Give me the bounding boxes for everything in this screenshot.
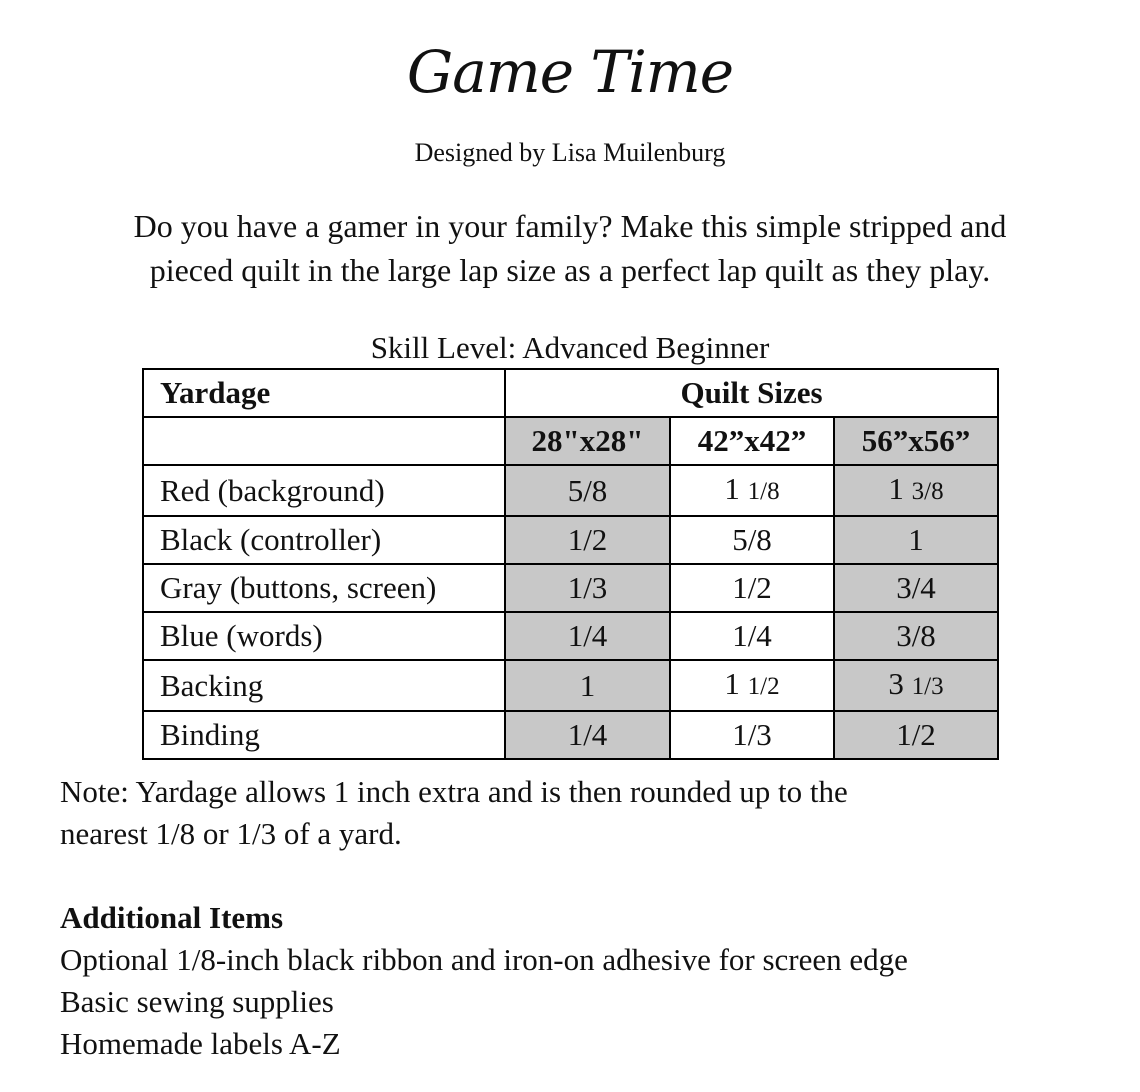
table-row xyxy=(143,612,998,660)
pattern-title: Game Time xyxy=(406,38,734,106)
list-item: Homemade labels A-Z xyxy=(60,1026,341,1061)
skill-level: Skill Level: Advanced Beginner xyxy=(370,330,770,365)
yardage-value xyxy=(505,612,670,660)
fraction-yards: 5/8 xyxy=(732,522,772,557)
list-item: Optional 1/8-inch black ribbon and iron-on adhesive for screen edge xyxy=(60,942,908,977)
fabric-label: Blue (words) xyxy=(143,612,505,660)
yardage-value xyxy=(834,711,998,759)
yardage-value xyxy=(505,465,670,516)
table-row xyxy=(143,465,998,516)
fraction-yards: 1/3 xyxy=(567,570,608,605)
yardage-note xyxy=(60,771,1110,855)
yardage-header: Yardage xyxy=(143,369,505,417)
fraction-yards: 1/3 xyxy=(732,717,772,752)
yardage-value xyxy=(834,465,998,516)
fraction-yards: 1/3 xyxy=(911,673,944,700)
table-row xyxy=(143,660,998,711)
yardage-value xyxy=(505,516,670,564)
additional-items-heading: Additional Items xyxy=(60,900,284,935)
table-row xyxy=(143,711,998,759)
yardage-value xyxy=(670,564,834,612)
fraction-yards: 1/4 xyxy=(732,618,772,653)
fabric-label: Gray (buttons, screen) xyxy=(143,564,505,612)
yardage-value xyxy=(834,660,998,711)
fraction-yards: 3/8 xyxy=(911,478,944,505)
size-header: 28"x28" xyxy=(505,417,670,465)
yardage-value xyxy=(834,564,998,612)
whole-yards: 1 xyxy=(888,471,912,506)
empty-cell xyxy=(143,417,505,465)
table-row xyxy=(143,564,998,612)
intro-paragraph xyxy=(50,204,1090,292)
fraction-yards: 1/8 xyxy=(747,478,780,505)
size-header: 42”x42” xyxy=(670,417,834,465)
sizes-row xyxy=(143,417,998,465)
whole-yards: 1 xyxy=(579,667,596,703)
yardage-table xyxy=(142,368,999,760)
fabric-label: Binding xyxy=(143,711,505,759)
note-line: nearest 1/8 or 1/3 of a yard. xyxy=(60,816,402,851)
yardage-value xyxy=(834,612,998,660)
additional-items xyxy=(60,897,1120,1065)
note-line: Note: Yardage allows 1 inch extra and is then rounded up to the xyxy=(60,774,848,809)
list-item: Basic sewing supplies xyxy=(60,984,334,1019)
yardage-rows xyxy=(143,465,998,759)
yardage-value xyxy=(505,711,670,759)
table-row xyxy=(143,516,998,564)
yardage-value xyxy=(670,711,834,759)
fraction-yards: 3/4 xyxy=(896,570,936,605)
fraction-yards: 1/4 xyxy=(567,618,608,653)
quilt-sizes-header: Quilt Sizes xyxy=(505,369,998,417)
size-header: 56”x56” xyxy=(834,417,998,465)
whole-yards: 3 xyxy=(888,666,912,701)
fraction-yards: 1/2 xyxy=(747,673,780,700)
yardage-value xyxy=(834,516,998,564)
fabric-label: Backing xyxy=(143,660,505,711)
whole-yards: 1 xyxy=(724,666,748,701)
fraction-yards: 1/4 xyxy=(567,717,608,752)
yardage-value xyxy=(505,660,670,711)
yardage-value xyxy=(670,660,834,711)
yardage-value xyxy=(505,564,670,612)
fraction-yards: 5/8 xyxy=(567,472,608,508)
fraction-yards: 1/2 xyxy=(567,522,608,557)
fraction-yards: 1/2 xyxy=(732,570,772,605)
fabric-label: Red (background) xyxy=(143,465,505,516)
fraction-yards: 3/8 xyxy=(896,618,936,653)
fabric-label: Black (controller) xyxy=(143,516,505,564)
yardage-value xyxy=(670,516,834,564)
whole-yards: 1 xyxy=(724,471,748,506)
fraction-yards: 1/2 xyxy=(896,717,936,752)
designer-credit: Designed by Lisa Muilenburg xyxy=(414,138,726,167)
yardage-value xyxy=(670,612,834,660)
intro-line: pieced quilt in the large lap size as a perfect lap quilt as they play. xyxy=(149,252,991,288)
whole-yards: 1 xyxy=(908,522,924,557)
intro-line: Do you have a gamer in your family? Make this simple stripped and xyxy=(133,208,1007,244)
yardage-value xyxy=(670,465,834,516)
table-header-row xyxy=(143,369,998,417)
